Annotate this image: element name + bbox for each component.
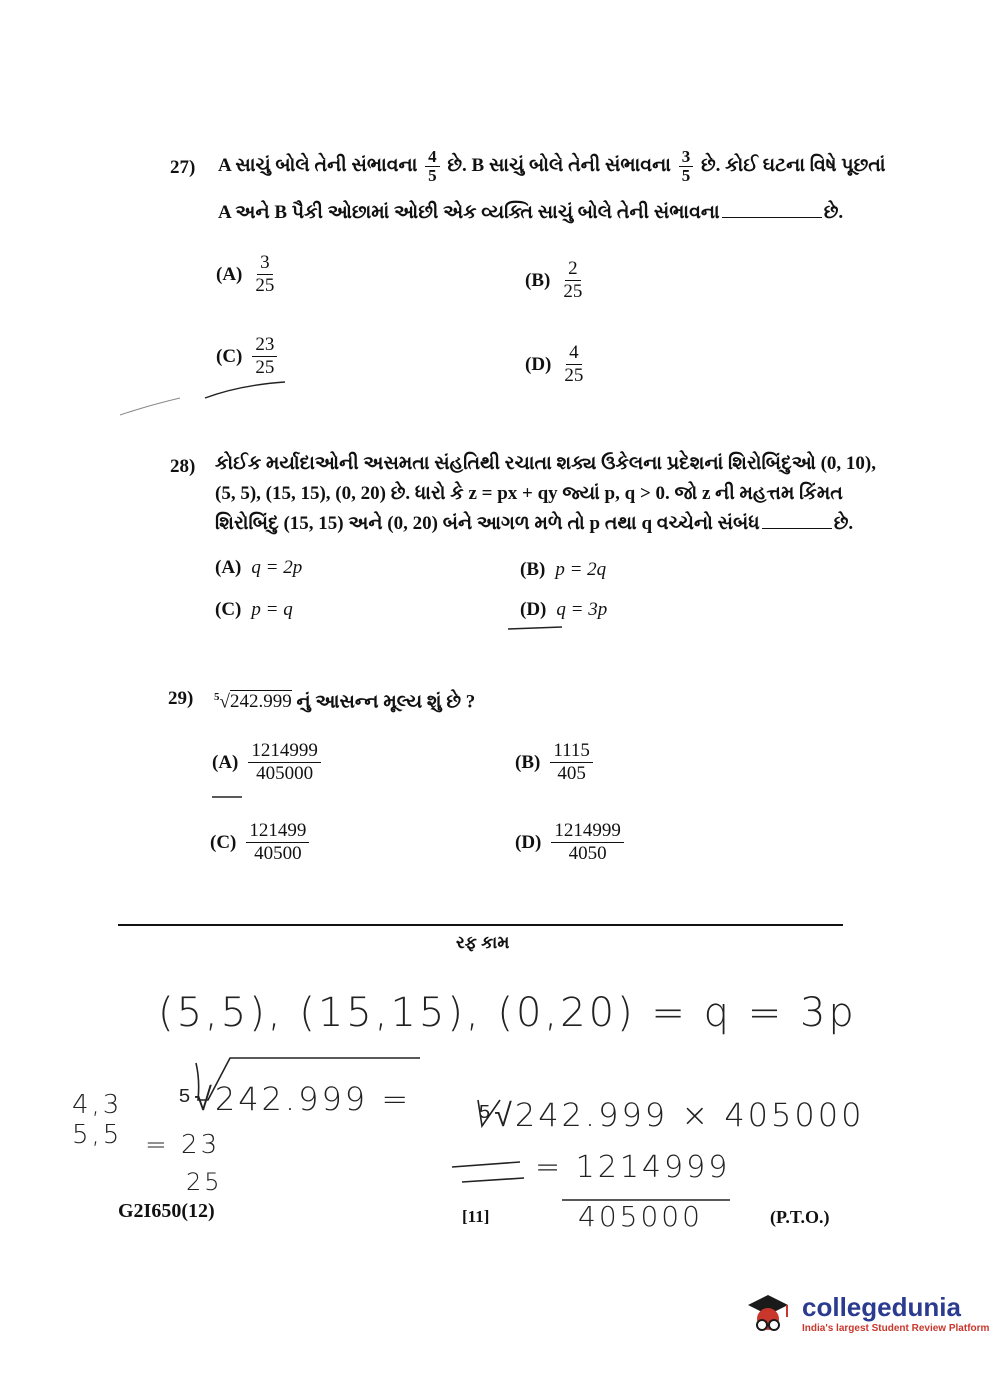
pen-mark-scribble xyxy=(120,398,180,415)
q27-line1c: છે. કોઈ ઘટના વિષે પૂછતાં xyxy=(700,154,886,176)
q28-line2: (5, 5), (15, 15), (0, 20) છે. ધારો કે z = px + qy જ્યાં p, q > 0. જો z ની મહત્તમ કિંમત xyxy=(215,483,843,504)
handwriting-line3b: 25 xyxy=(186,1168,223,1196)
q28-option-c: (C) p = q xyxy=(215,599,293,620)
q28-line3: શિરોબિંદુ (15, 15) અને (0, 20) બંને આગળ મળે તો p તથા q વચ્ચેનો સંબંધ છે. xyxy=(215,509,853,539)
q27-text-line2: A અને B પૈકી ઓછામાં ઓછી એક વ્યક્તિ સાચું બોલે તેની સંભાવના છે. xyxy=(218,198,843,228)
q27-option-a: (A) $\frac{3}{25}$ xyxy=(216,252,275,296)
q29-number: 29) xyxy=(168,688,194,709)
rough-work-label: રફ કામ xyxy=(456,933,510,952)
hand-approx-sign xyxy=(452,1162,524,1182)
mascot-icon xyxy=(742,1287,794,1339)
paper-code: G2I650(12) xyxy=(118,1200,215,1222)
handwriting-line3d: 405000 xyxy=(578,1200,703,1233)
q27-line1b: છે. B સાચું બોલે તેની સંભાવના xyxy=(447,154,671,176)
q29-root-index: 5 xyxy=(214,691,220,703)
handwriting-line3a: = 23 xyxy=(145,1130,221,1160)
handwriting-line2c: ⁵√242.999 = xyxy=(178,1080,412,1118)
pen-mark-q28 xyxy=(508,627,562,629)
q29-option-c: (C) $\frac{121499}{40500}$ xyxy=(210,820,309,865)
brand-watermark xyxy=(742,1287,989,1339)
pen-mark-q27 xyxy=(205,382,285,398)
handwriting-line1: (5,5), (15,15), (0,20) = q = 3p xyxy=(158,990,857,1036)
q29-option-d: (D) $\frac{1214999}{4050}$ xyxy=(515,820,624,865)
brand-text xyxy=(802,1292,989,1334)
q28-number: 28) xyxy=(170,456,196,477)
q27-option-d: (D) $\frac{4}{25}$ xyxy=(525,342,584,386)
q29-radicand: 242.999 xyxy=(229,691,292,713)
handwriting-line3c: = 1214999 xyxy=(535,1150,731,1185)
brand-tagline: India's largest Student Review Platform xyxy=(802,1323,990,1334)
q28-option-b: (B) p = 2q xyxy=(520,559,607,580)
q27-number: 27) xyxy=(170,157,196,178)
q29-text: $^5$√242.999 નું આસન્ન મૂલ્ય શું છે ? xyxy=(214,691,476,713)
q27-frac2: $\frac{3}{5}$ xyxy=(679,148,694,185)
handwriting-line2b: 5,5 xyxy=(72,1120,123,1150)
radical-icon: √ xyxy=(219,691,230,713)
q27-frac1: $\frac{4}{5}$ xyxy=(425,148,440,185)
q28-option-a: (A) q = 2p xyxy=(215,557,303,578)
q28-line1: કોઈક મર્યાદાઓની અસમતા સંહતિથી રચાતા શક્ય ઉકેલના પ્રદેશનાં શિરોબિંદુઓ (0, 10), xyxy=(215,453,877,474)
q29-option-a: (A) $\frac{1214999}{405000}$ xyxy=(212,740,321,785)
handwriting-line2d: ⁵√242.999 × 405000 xyxy=(478,1096,865,1134)
brand-name: collegedunia xyxy=(802,1292,961,1322)
q27-option-b: (B) $\frac{2}{25}$ xyxy=(525,258,583,302)
q28-option-d: (D) q = 3p xyxy=(520,599,608,620)
pto-label: (P.T.O.) xyxy=(770,1207,830,1227)
page-number: [11] xyxy=(462,1207,490,1226)
q27-line1a: A સાચું બોલે તેની સંભાવના xyxy=(218,154,418,176)
q27-option-c: (C) $\frac{23}{25}$ xyxy=(216,334,277,379)
handwriting-line2a: 4,3 xyxy=(72,1090,123,1120)
q29-option-b: (B) $\frac{1115}{405}$ xyxy=(515,740,593,785)
